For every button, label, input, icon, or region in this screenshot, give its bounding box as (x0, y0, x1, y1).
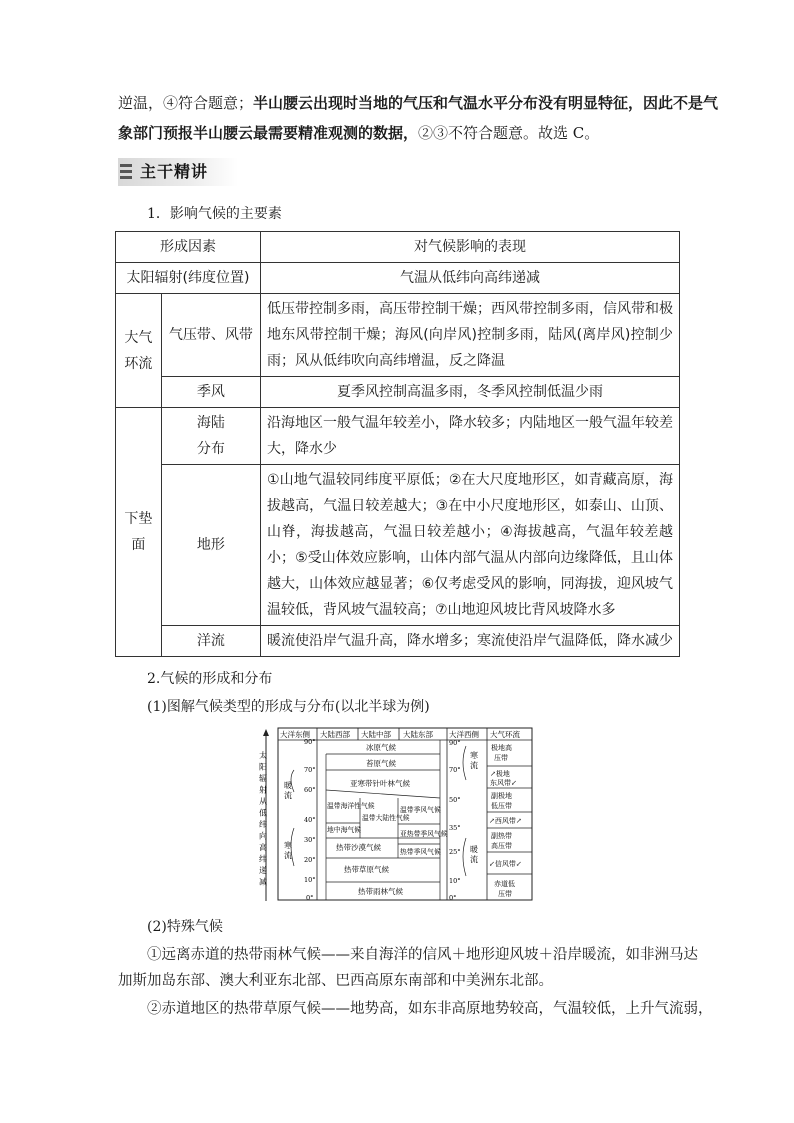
table-row (116, 263, 680, 294)
table-row (116, 294, 680, 377)
section3-p1-line2: 加斯加岛东部、澳大利亚东北部、巴西高原东南部和中美洲东北部。 (118, 973, 553, 989)
section3-p1-line1: ①远离赤道的热带雨林气候——来自海洋的信风＋地形迎风坡＋沿岸暖流，如非洲马达 (147, 947, 698, 963)
circ-subpolar-low-1: 副极地 (491, 792, 512, 800)
climate-tropical-savanna: 热带草原气候 (344, 865, 389, 874)
table-header-row (116, 232, 680, 263)
climate-temperate-monsoon: 温带季风气候 (400, 806, 441, 814)
lat-label: 90° (449, 739, 461, 747)
circ-westerly: ↗西风带↗ (489, 817, 522, 825)
lat-label: 50° (449, 796, 461, 804)
intro-text: ②③不符合题意。故选 (418, 124, 569, 142)
climate-tropical-rainforest: 热带雨林气候 (358, 887, 403, 896)
header-continent-east: 大陆东部 (403, 730, 433, 739)
climate-tropical-desert: 热带沙漠气候 (336, 843, 381, 852)
left-axis-label: 太阳辐射从低纬向高纬递减 (259, 751, 267, 887)
circ-equatorial-low-1: 赤道低 (494, 880, 515, 888)
effect-cell: 夏季风控制高温多雨，冬季风控制低温少雨 (261, 377, 680, 408)
climate-factors-table (115, 231, 680, 657)
factor-cell: 洋流 (161, 626, 260, 657)
current-arrow-icon (463, 746, 466, 780)
effect-cell: 低压带控制多雨，高压带控制干燥；西风带控制多雨，信风带和极地东风带控制干燥；海风(向岸风)控制多雨，陆风(离岸风)控制少雨；风从低纬吹向高纬增温，反之降温 (261, 294, 680, 377)
header-ocean-west: 大洋西侧 (449, 730, 479, 739)
intro-text-bold: 象部门预报半山腰云最需要精准观测的数据， (118, 124, 419, 142)
factor-cell: 太阳辐射(纬度位置) (116, 263, 261, 294)
lat-label: 0° (449, 894, 457, 902)
group-cell: 大气 环流 (116, 294, 162, 408)
lat-label: 90° (304, 738, 316, 746)
intro-text: C。 (568, 124, 600, 142)
intro-text: 逆温，④符合题意； (118, 94, 254, 112)
table-row (116, 408, 680, 465)
header-ocean-east: 大洋东侧 (280, 730, 310, 739)
section3-title: (2)特殊气候 (147, 919, 223, 935)
intro-line-2 (118, 118, 599, 148)
lat-label: 10° (304, 876, 316, 884)
lat-label: 35° (449, 824, 461, 832)
lat-label: 40° (304, 816, 316, 824)
current-cold-right: 寒流 (470, 751, 478, 770)
arrow-head-icon (263, 729, 269, 736)
circ-subtropical-high-1: 副热带 (491, 832, 512, 840)
circ-trade: ↙信风带↙ (489, 860, 522, 868)
lat-label: 0° (306, 894, 314, 902)
header-cell: 对气候影响的表现 (261, 232, 680, 263)
current-cold-left: 寒流 (284, 841, 292, 860)
factor-cell: 海陆 分布 (161, 408, 260, 465)
intro-line-1 (118, 88, 718, 118)
header-continent-center: 大陆中部 (361, 730, 391, 739)
current-arrow-icon (463, 838, 466, 876)
intro-text-bold: 半山腰云出现时当地的气压和气温水平分布没有明显特征，因此不是气 (253, 94, 719, 112)
climate-temperate-maritime: 温带海洋性气候 (327, 802, 375, 810)
lat-label: 20° (304, 856, 316, 864)
effect-cell: 暖流使沿岸气温升高，降水增多；寒流使沿岸气温降低，降水减少 (261, 626, 680, 657)
circ-subtropical-high-2: 高压带 (491, 842, 512, 850)
effect-cell: 沿海地区一般气温年较差小，降水较多；内陆地区一般气温年较差大，降水少 (261, 408, 680, 465)
climate-tundra: 苔原气候 (366, 759, 396, 768)
table-row (116, 377, 680, 408)
climate-distribution-diagram (258, 726, 536, 902)
table-row (116, 465, 680, 626)
table-title: 1．影响气候的主要素 (147, 206, 282, 222)
table-row (116, 626, 680, 657)
circ-polar-high-1: 极地高 (491, 744, 512, 752)
lat-label: 25° (449, 848, 461, 856)
header-continent-west: 大陆西部 (320, 730, 350, 739)
climate-tropical-monsoon: 热带季风气候 (400, 848, 441, 856)
lat-label: 60° (304, 786, 316, 794)
circ-subpolar-low-2: 低压带 (491, 802, 512, 810)
circ-polar-easterly-2: 东风带↙ (490, 779, 517, 787)
circ-polar-easterly-1: ↗极地 (490, 770, 510, 778)
effect-cell: 气温从低纬向高纬递减 (261, 263, 680, 294)
group-cell: 下垫 面 (116, 408, 162, 657)
section-list-icon (120, 164, 132, 179)
current-warm-left: 暖流 (284, 781, 292, 800)
section-heading (118, 158, 238, 186)
section3-p2-line1: ②赤道地区的热带草原气候——地势高，如东非高原地势较高，气温较低，上升气流弱， (147, 1001, 713, 1017)
section2-title: 2.气候的形成和分布 (147, 671, 273, 687)
current-warm-right: 暖流 (470, 845, 478, 864)
climate-subtropical-monsoon: 亚热带季风气候 (400, 830, 448, 838)
section2-subtitle: (1)图解气候类型的形成与分布(以北半球为例) (147, 699, 430, 715)
factor-cell: 气压带、风带 (161, 294, 260, 377)
factor-cell: 地形 (161, 465, 260, 626)
circ-equatorial-low-2: 压带 (498, 890, 512, 898)
header-circulation: 大气环流 (490, 730, 520, 739)
section-heading-title: 主干精讲 (140, 162, 209, 181)
lat-label: 10° (449, 877, 461, 885)
lat-label: 70° (449, 766, 461, 774)
climate-subarctic: 亚寒带针叶林气候 (350, 779, 410, 788)
header-cell: 形成因素 (116, 232, 261, 263)
circ-polar-high-2: 压带 (494, 754, 508, 762)
effect-cell: ①山地气温较同纬度平原低；②在大尺度地形区，如青藏高原，海拔越高，气温日较差越大；③在中小尺度地形区，如泰山、山顶、山脊，海拔越高，气温日较差越小；④海拔越高，气温年较差越小；⑤受山体效应影响，山体内部气温从内部向边缘降低，且山体越大，山体效应越显著；⑥仅考虑受风的影响，同海拔，迎风坡气温较低，背风坡气温较高；⑦山地迎风坡比背风坡降水多 (261, 465, 680, 626)
climate-temperate-continental: 温带大陆性气候 (362, 814, 410, 822)
lat-label: 30° (304, 836, 316, 844)
factor-cell: 季风 (161, 377, 260, 408)
climate-ice-cap: 冰原气候 (366, 743, 396, 752)
climate-mediterranean: 地中海气候 (327, 826, 361, 834)
lat-label: 70° (304, 766, 316, 774)
